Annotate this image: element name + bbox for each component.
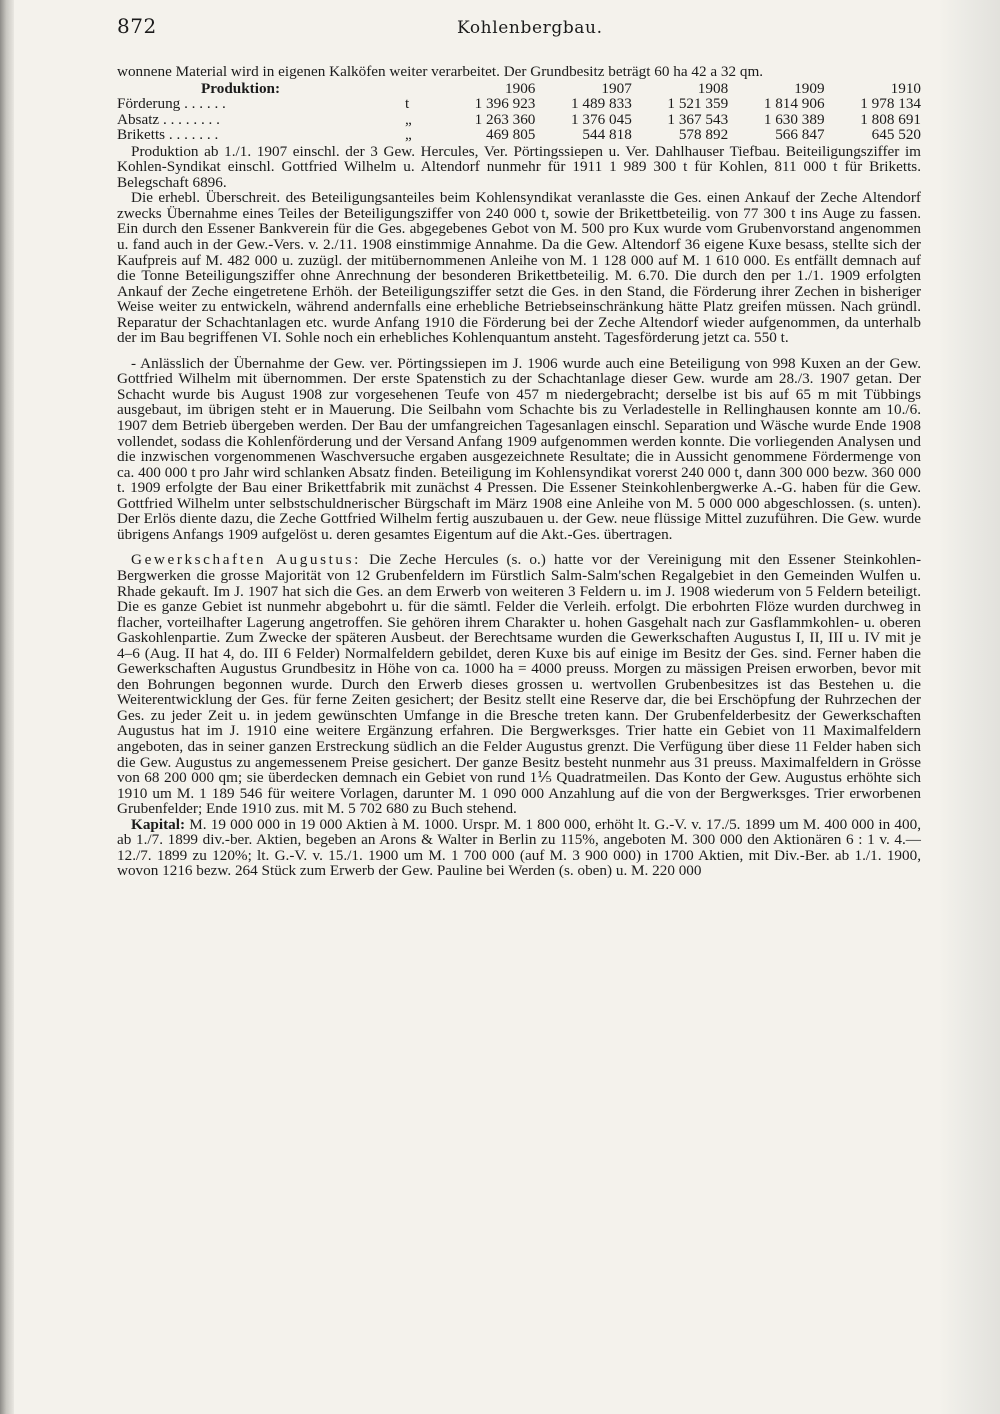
augustus-paragraph [117, 552, 921, 816]
table-cell: 1 376 045 [571, 110, 632, 128]
year-header: 1909 [794, 79, 825, 97]
augustus-text: Die Zeche Hercules (s. o.) hatte vor der Vereinigung mit den Essener Steinkohlen-Bergwerken die grosse Majorität von 12 Grubenfeldern im Fürstlich Salm-Salm'schen Regalgebiet in den Gemeinden Wulfen u. Rhade gekauft. Im J. 1907 hat sich die Ges. an dem Erwerb von weiteren 3 Feldern u. im J. 1908 wiederum von 5 Feldern beteiligt. Die es ganze Gebiet ist nunmehr abgebohrt u. für die sämtl. Felder die Verleih. erfolgt. Die erbohrten Flöze wurden durchweg in flacher, vorteilhafter Lagerung angetroffen. Sie gehören ihrem Charakter u. hohen Gasgehalt nach zur Gasflammkohlen- u. oberen Gaskohlenpartie. Zum Zwecke der späteren Ausbeut. der Berechtsame wurden die Gewerkschaften Augustus I, II, III u. IV mit je 4–6 (Aug. II hat 4, do. III 6 Felder) Normalfeldern gebildet, deren Kuxe bis auf einige im Besitz der Ges. sind. Ferner haben die Gewerkschaften Augustus Grundbesitz in Höhe von ca. 1000 ha = 4000 preuss. Morgen zu mässigen Preisen erworben, bevor mit den Bohrungen begonnen wurde. Durch den Erwerb dieses grossen u. wertvollen Grubenbesitzes ist das Bestehen u. die Weiterentwicklung der Ges. für ferne Zeiten gesichert; der Besitz stellt eine Reserve dar, die bei Erschöpfung der Ruhrzechen der Ges. zu jeder Zeit u. in jedem gewünschten Umfange in die Bresche treten kann. Der Grubenfelderbesitz der Gewerkschaften Augustus hat im J. 1910 eine weitere Ergänzung erfahren. Die Bergwerksges. Trier hatte ein Gebiet von 11 Maximalfeldern angeboten, das in seiner ganzen Erstreckung südlich an die Felder Augustus grenzt. Die Verfügung über diese 11 Felder haben sich die Gew. Augustus zu angemessenem Preise gesichert. Der ganze Besitz besteht nunmehr aus 31 preuss. Maximalfeldern in Grösse von 68 200 000 qm; sie überdecken demnach ein Gebiet von rund 1⅕ Quadratmeilen. Das Konto der Gew. Augustus erhöhte sich 1910 um M. 1 189 546 für weitere Vorlagen, darunter M. 1 090 000 Anzahlung auf die von der Bergwerksges. Trier erworbenen Grubenfelder; Ende 1910 zus. mit M. 5 702 680 zu Buch stehend. [117, 551, 922, 818]
table-cell: 1 808 691 [860, 110, 921, 128]
page-header [117, 14, 935, 48]
gottfried-wilhelm-paragraph: - Anlässlich der Übernahme der Gew. ver. Pörtingssiepen im J. 1906 wurde auch eine Beteiligung von 998 Kuxen an der Gew. Gottfried Wilhelm mit übernommen. Der erste Spatenstich zu der Schachtanlage dieser Gew. wurde am 28./3. 1907 getan. Der Schacht wurde bis August 1908 zur vorgesehenen Teufe von 457 m niedergebracht; derselbe ist bis auf 65 m mit Tübbings ausgebaut, im übrigen steht er in Mauerung. Die Seilbahn vom Schachte bis zu Verladestelle in Rellinghausen konnte am 10./6. 1907 dem Betrieb übergeben werden. Der Bau der umfangreichen Tagesanlagen einschl. Separation und Wäsche wurde Ende 1908 vollendet, sodass die Kohlenförderung und der Versand Anfang 1909 aufgenommen werden konnte. Die vorliegenden Analysen und die inzwischen vorgenommenen Waschversuche ergaben ausgezeichnete Resultate; die in Aussicht genommene Fördermenge von ca. 400 000 t pro Jahr wird schlanken Absatz finden. Beteiligung im Kohlensyndikat vorerst 240 000 t, dann 300 000 bezw. 360 000 t. 1909 erfolgte der Bau einer Brikettfabrik mit zunächst 4 Pressen. Die Essener Steinkohlenbergwerke A.-G. haben für die Gew. Gottfried Wilhelm unter selbstschuldnerischer Bürgschaft im März 1908 eine Anleihe von M. 5 000 000 abgeschlossen. (s. unten). Der Erlös diente dazu, die Zeche Gottfried Wilhelm fertig auszubauen u. der Gew. neue flüssige Mittel zuzuführen. Die Gew. wurde übrigens Anfangs 1909 aufgelöst u. deren gesamtes Eigentum auf die Akt.-Ges. übertragen. [117, 354, 921, 543]
table-row [117, 127, 921, 143]
page-number: 872 [117, 14, 157, 38]
table-row [117, 96, 921, 112]
kapital-lead: Kapital: [131, 815, 186, 833]
table-cell: 1 521 359 [667, 95, 729, 113]
year-header: 1910 [890, 79, 921, 97]
row-unit: t [405, 95, 410, 113]
augustus-lead: Gewerkschaften Augustus: [131, 551, 361, 569]
facing-page-edge [938, 0, 1000, 1414]
table-cell: 578 892 [678, 126, 729, 144]
row-label: Briketts . . . . . . . [117, 126, 219, 144]
row-unit: „ [405, 126, 412, 144]
production-table [117, 81, 921, 143]
table-cell: 1 814 906 [763, 95, 825, 113]
text-column [117, 64, 921, 879]
intro-paragraph: wonnene Material wird in eigenen Kalköfen weiter verarbeitet. Der Grundbesitz beträgt 60 ha 42 a 32 qm. [117, 63, 764, 80]
table-cell: 1 367 543 [667, 110, 729, 128]
binding-edge-shadow [0, 0, 14, 1414]
table-cell: 469 805 [486, 126, 536, 144]
table-cell: 1 396 923 [474, 95, 536, 113]
table-cell: 1 630 389 [763, 110, 825, 128]
altendorf-paragraph: Die erhebl. Überschreit. des Beteiligungsanteiles beim Kohlensyndikat veranlasste die Ges. einen Ankauf der Zeche Altendorf zwecks Übernahme eines Teiles der Beteiligungsziffer von 240 000 t, sowie der Brikettbeteilig. von 77 300 t ins Auge zu fassen. Ein durch den Essener Bankverein für die Ges. abgegebenes Gebot von M. 500 pro Kux wurde vom Grubenvorstand angenommen u. fand auch in der Gew.-Vers. v. 2./11. 1908 einstimmige Annahme. Da die Gew. Altendorf 36 eigene Kuxe besass, stellte sich der Kaufpreis auf M. 482 000 u. zuzügl. der mitübernommenen Anleihe von M. 1 128 000 auf M. 1 610 000. Es entfällt demnach auf die Tonne Beteiligungsziffer ohne Anrechnung der besonderen Brikettbeteilig. M. 6.70. Die durch den per 1./1. 1909 erfolgten Ankauf der Zeche eingetretene Erhöh. der Beteiligungsziffer setzt die Ges. in den Stand, die Förderung ihrer Zechen in bisheriger Weise weiter zu entwickeln, während andernfalls eine erhebliche Betriebseinschränkung hätte Platz greifen müssen. Nach gründl. Reparatur der Schachtanlagen etc. wurde Anfang 1910 die Förderung bei der Zeche Altendorf wieder aufgenommen, da unterhalb der im Bau begriffenen VI. Sohle noch ein erhebliches Kohlenquantum ansteht. Tagesförderung jetzt ca. 550 t. [117, 189, 921, 347]
running-head: Kohlenbergbau. [457, 18, 603, 38]
production-note-paragraph: Produktion ab 1./1. 1907 einschl. der 3 Gew. Hercules, Ver. Pörtingssiepen u. Ver. Dahlhauser Tiefbau. Beiteiligungsziffer im Kohlen-Syndikat einschl. Gottfried Wilhelm u. Altendorf nunmehr für 1911 1 989 300 t für Kohlen, 811 000 t für Briketts. Belegschaft 6896. [117, 142, 921, 191]
table-cell: 645 520 [871, 126, 921, 144]
production-heading: Produktion: [201, 79, 281, 97]
table-cell: 1 489 833 [571, 95, 632, 113]
year-header: 1907 [601, 79, 632, 97]
table-cell: 566 847 [775, 126, 825, 144]
kapital-paragraph [117, 817, 921, 879]
row-label: Förderung . . . . . . [117, 95, 226, 113]
table-cell: 1 978 134 [860, 95, 921, 113]
table-cell: 544 818 [582, 126, 632, 144]
year-header: 1908 [697, 79, 729, 97]
table-row [117, 112, 921, 128]
row-unit: „ [405, 110, 412, 128]
production-table-header-row [117, 81, 921, 97]
kapital-text: M. 19 000 000 in 19 000 Aktien à M. 1000. Urspr. M. 1 800 000, erhöht lt. G.-V. v. 17./5. 1899 um M. 400 000 in 400, ab 1./7. 1899 div.-ber. Aktien, begeben an Arons & Walter in Berlin zu 115%, angeboten M. 300 000 den Aktionären 6 : 1 v. 4.—12./7. 1899 zu 120%; lt. G.-V. v. 15./1. 1900 um M. 1 700 000 (auf M. 3 900 000) in 1700 Aktien, mit Div.-Ber. ab 1./1. 1900, wovon 1216 bezw. 264 Stück zum Erwerb der Gew. Pauline bei Werden (s. oben) u. M. 220 000 [117, 815, 922, 880]
row-label: Absatz . . . . . . . . [117, 110, 220, 128]
table-cell: 1 263 360 [474, 110, 536, 128]
year-header: 1906 [505, 79, 536, 97]
